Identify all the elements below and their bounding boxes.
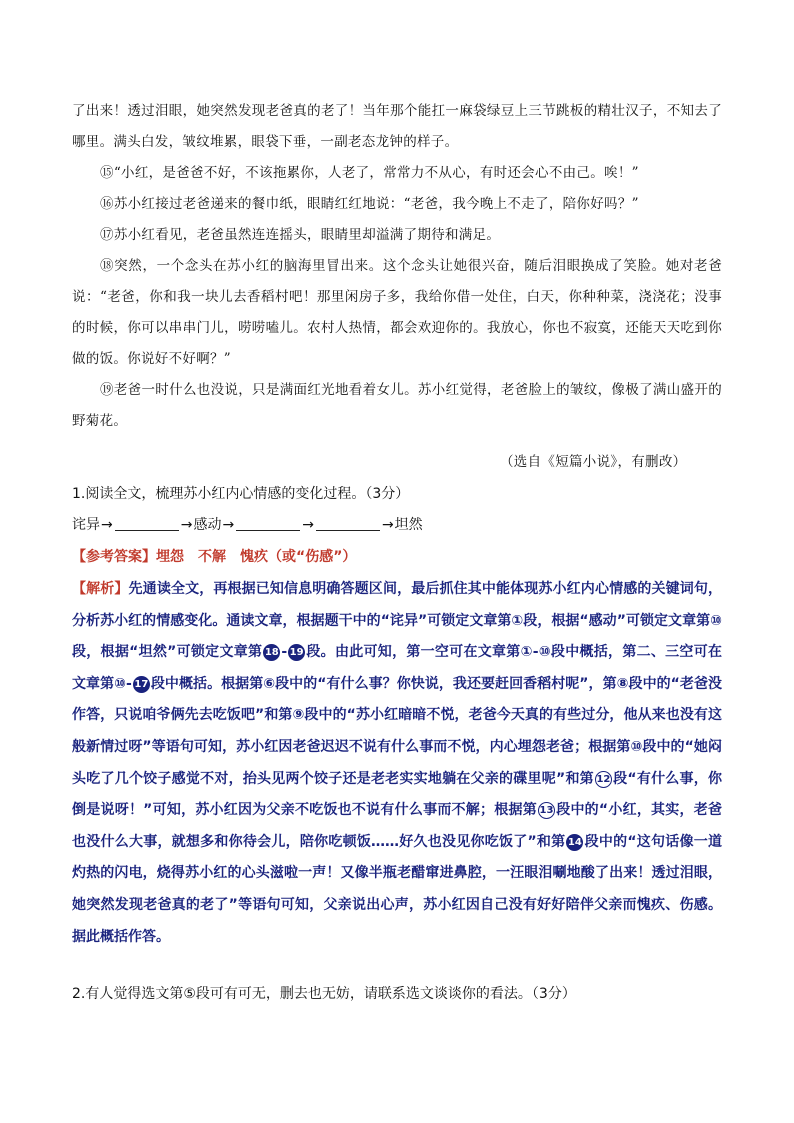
paragraph-text: “小红，是爸爸不好，不该拖累你，人老了，常常力不从心，有时还会心不由己。唉！” — [113, 165, 639, 181]
story-paragraph-19 — [72, 375, 722, 437]
question-2: 2.有人觉得选文第⑤段可有可无，删去也无妨，请联系选文谈谈你的看法。（3分） — [72, 986, 576, 1002]
story-paragraph-14-continued — [72, 96, 722, 158]
paragraph-text: 突然，一个念头在苏小红的脑海里冒出来。这个念头让她很兴奋，随后泪眼换成了笑脸。她对老爸说：“老爸，你和我一块儿去香稻村吧！那里闲房子多，我给你借一处住，白天，你种种菜，浇浇花；没事的时候，你可以串串门儿，唠唠嗑儿。农村人热情，都会欢迎你的。我放心，你也不寂寞，还能天天吃到你做的饭。你说好不好啊？” — [72, 258, 722, 367]
paragraph-number: ⑯ — [100, 196, 114, 212]
answer-blank-2 — [236, 516, 300, 531]
paragraph-ref-13: 13 — [538, 802, 555, 819]
reference-answer — [72, 546, 722, 566]
chain-start: 诧异 — [72, 517, 100, 533]
analysis-label: 【解析】 — [72, 581, 129, 597]
analysis-text: 段中的“小红，其实，老爸也没什么大事，就想多和你待会儿，陪你吃顿饭……好久也没见你吃饭了”和第 — [72, 802, 722, 850]
arrow-icon: → — [180, 517, 193, 533]
story-paragraph-18 — [72, 251, 722, 375]
chain-middle: 感动 — [193, 517, 222, 533]
emotion-chain — [72, 514, 722, 534]
story-paragraph-17 — [72, 220, 722, 251]
arrow-icon: → — [222, 517, 235, 533]
answer-label: 【参考答案】 — [72, 549, 156, 565]
story-paragraph-16 — [72, 189, 722, 220]
story-excerpt — [72, 96, 722, 437]
arrow-icon: → — [302, 517, 314, 533]
paragraph-ref-17: 17 — [133, 676, 150, 693]
source-citation: （选自《短篇小说》，有删改） — [500, 454, 687, 470]
analysis-text: 先通读全文，再根据已知信息明确答题区间，最后抓住其中能体现苏小红内心情感的关键词句，分析苏小红的情感变化。通读文章，根据题干中的“诧异”可锁定文章第①段，根据“感动”可锁定文章第⑩段，根据“坦然”可锁定文章第 — [72, 581, 723, 661]
range-dash: - — [281, 644, 288, 661]
paragraph-ref-19: 19 — [288, 644, 305, 661]
paragraph-number: ⑲ — [100, 382, 114, 398]
paragraph-number: ⑱ — [100, 258, 115, 274]
answer-blank-1 — [115, 516, 179, 531]
paragraph-text: 苏小红接过老爸递来的餐巾纸，眼睛红红地说：“老爸，我今晚上不走了，陪你好吗？” — [113, 196, 639, 212]
paragraph-text: 苏小红看见，老爸虽然连连摇头，眼睛里却溢满了期待和满足。 — [113, 227, 501, 243]
analysis-text: 段中的“这句话像一道灼热的闪电，烧得苏小红的心头滋啦一声！又像半瓶老醋窜进鼻腔，一汪眼泪唰地酸了出来！透过泪眼，她突然发现老爸真的老了”等语句可知，父亲说出心声，苏小红因自己没有好好陪伴父亲而愧疚、伤感。据此概括作答。 — [72, 833, 722, 945]
paragraph-number: ⑰ — [100, 227, 114, 243]
analysis-text: 段中概括。根据第⑥段中的“有什么事？你快说，我还要赶回香稻村呢”，第⑧段中的“老爸没作答，只说咱爷俩先去吃饭吧”和第⑨段中的“苏小红暗暗不悦，老爸今天真的有些过分，他从来也没有这般新情过呀”等语句可知，苏小红因老爸迟迟不说有什么事而不悦，内心埋怨老爸；根据第⑩段中的“她闷头吃了几个饺子感觉不对，抬头见两个饺子还是老老实实地躺在父亲的碟里呢”和第 — [72, 675, 722, 787]
paragraph-text: 老爸一时什么也没说，只是满面红光地看着女儿。苏小红觉得，老爸脸上的皱纹，像极了满山盛开的野菊花。 — [72, 382, 722, 429]
story-paragraph-15 — [72, 158, 722, 189]
answer-blank-3 — [316, 516, 380, 531]
analysis-text: 段。由此可知，第一空可在文章第①-⑩段中概括，第二、三空可在文章第⑩- — [72, 644, 722, 692]
answer-text: 埋怨 不解 愧疚（或“伤感”） — [156, 549, 357, 565]
analysis-text: 段“有什么事，你倒是说呀！”可知，苏小红因为父亲不吃饭也不说有什么事而不解；根据第 — [72, 770, 723, 819]
paragraph-number: ⑮ — [100, 165, 114, 181]
paragraph-ref-14: 14 — [566, 834, 583, 851]
arrow-icon: → — [101, 517, 113, 533]
paragraph-ref-12: 12 — [595, 771, 612, 788]
question-1: 1.阅读全文，梳理苏小红内心情感的变化过程。（3分） — [72, 486, 410, 502]
arrow-icon: → — [381, 517, 394, 533]
paragraph-text: 了出来！透过泪眼，她突然发现老爸真的老了！当年那个能扛一麻袋绿豆上三节跳板的精壮汉子，不知去了哪里。满头白发，皱纹堆累，眼袋下垂，一副老态龙钟的样子。 — [72, 103, 722, 150]
paragraph-ref-18: 18 — [263, 644, 280, 661]
chain-end: 坦然 — [394, 517, 423, 533]
analysis — [72, 574, 722, 953]
